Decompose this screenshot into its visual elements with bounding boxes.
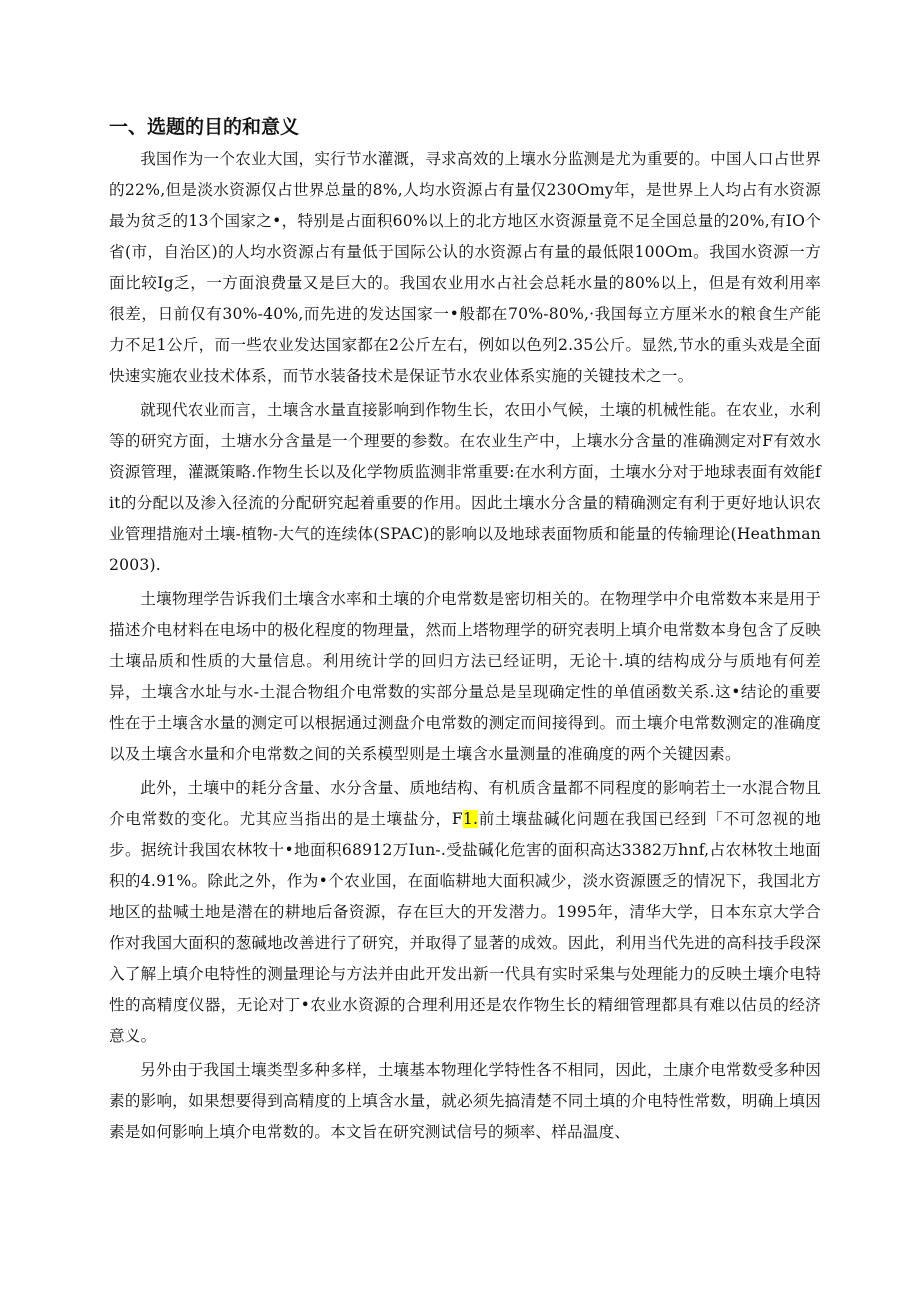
section-heading: 一、选题的目的和意义 <box>109 116 300 138</box>
paragraph-salinity-text-after: 前土壤盐碱化问题在我国已经到「不可忽视的地步。据统计我国农林牧十•地面积68912万Iun-.受盐碱化危害的面积高达3382万hnf,占农林牧土地面积的4.91%。除此之外，作为•个农业国，在面临耕地大面积减少，淡水资源匮乏的情况下，我国北方地区的盐喊土地是潜在的耕地后备资源，存在巨大的开发潜力。1995年，清华大学，日本东京大学合作对我国大面积的葱碱地改善进行了研究，并取得了显著的成效。因此，利用当代先进的高科技手段深入了解上填介电特性的测量理论与方法并由此开发出新一代具有实时采集与处理能力的反映土壤介电特性的高精度仪器，无论对丁•农业水资源的合理利用还是农作物生长的精细管理都具有难以估员的经济意义。 <box>109 810 821 1045</box>
highlighted-text: 1. <box>462 810 479 828</box>
paragraph-salinity-text-before: 此外，土壤中的耗分含量、水分含量、质地结构、有机质含量都不同程度的影响若土一水混合物且介电常数的变化。尤其应当指出的是土壤盐分，F <box>109 779 821 828</box>
paragraph-dielectric-constant: 土壤物理学告诉我们土壤含水率和土壤的介电常数是密切相关的。在物理学中介电常数本来是用于描述介电材料在电场中的极化程度的物理量，然而上塔物理学的研究表明上填介电常数本身包含了反映土壤品质和性质的大量信息。利用统计学的回归方法已经证明，无论十.填的结构成分与质地有何差异，土壤含水址与水-土混合物组介电常数的实部分量总是呈现确定性的单值函数关系.这•结论的重要性在于土壤含水量的测定可以根据通过测盘介电常数的测定而间接得到。而土壤介电常数测定的准确度以及土壤含水量和介电常数之间的关系模型则是土壤含水量测量的准确度的两个关键因素。 <box>109 590 821 763</box>
paragraph-water-resources: 我国作为一个农业大国，实行节水灌溉，寻求高效的上壤水分监测是尤为重要的。中国人口占世界的22%,但是淡水资源仅占世界总量的8%,人均水资源占有量仅230Omy年，是世界上人均占有水资源最为贫乏的13个国家之•，特别是占面积60%以上的北方地区水资源量竟不足全国总量的20%,有IO个省(市，自治区)的人均水资源占有量低于国际公认的水资源占有量的最低限100Om。我国水资源一方面比较Ig乏，一方面浪费量又是巨大的。我国农业用水占社会总耗水量的80%以上，但是有效利用率很差，日前仅有30%-40%,而先进的发达国家一•般都在70%-80%,·我国每立方厘米水的粮食生产能力不足1公斤，而一些农业发达国家都在2公斤左右，例如以色列2.35公斤。显然,节水的重头戏是全面快速实施农业技术体系，而节水装备技术是保证节水农业体系实施的关键技术之一。 <box>109 150 821 385</box>
paragraph-soil-moisture: 就现代农业而言，土壤含水量直接影响到作物生长，农田小气候，土壤的机械性能。在农业，水利等的研究方面，土塘水分含量是一个理要的参数。在农业生产中，上壤水分含量的准确测定对F有效水资源管理，灌溉策略.作物生长以及化学物质监测非常重要:在水利方面，土壤水分对于地球表面有效能fit的分配以及渗入径流的分配研究起着重要的作用。因此土壤水分含量的精确测定有利于更好地认识农业管理措施对土壤-植物-大气的连续体(SPAC)的影响以及地球表面物质和能量的传输理论(Heathman2003). <box>109 401 821 574</box>
paragraph-soil-salinity <box>109 773 821 1052</box>
paragraph-soil-types: 另外由于我国土壤类型多种多样，土壤基本物理化学特性各不相同，因此，土康介电常数受多种因素的影响，如果想要得到高精度的上填含水量，就必须先搞清楚不同土填的介电特性常数，明确上填因素是如何影响上填介电常数的。本文旨在研究测试信号的频率、样品温度、 <box>109 1061 821 1141</box>
document-page <box>109 112 821 1148</box>
